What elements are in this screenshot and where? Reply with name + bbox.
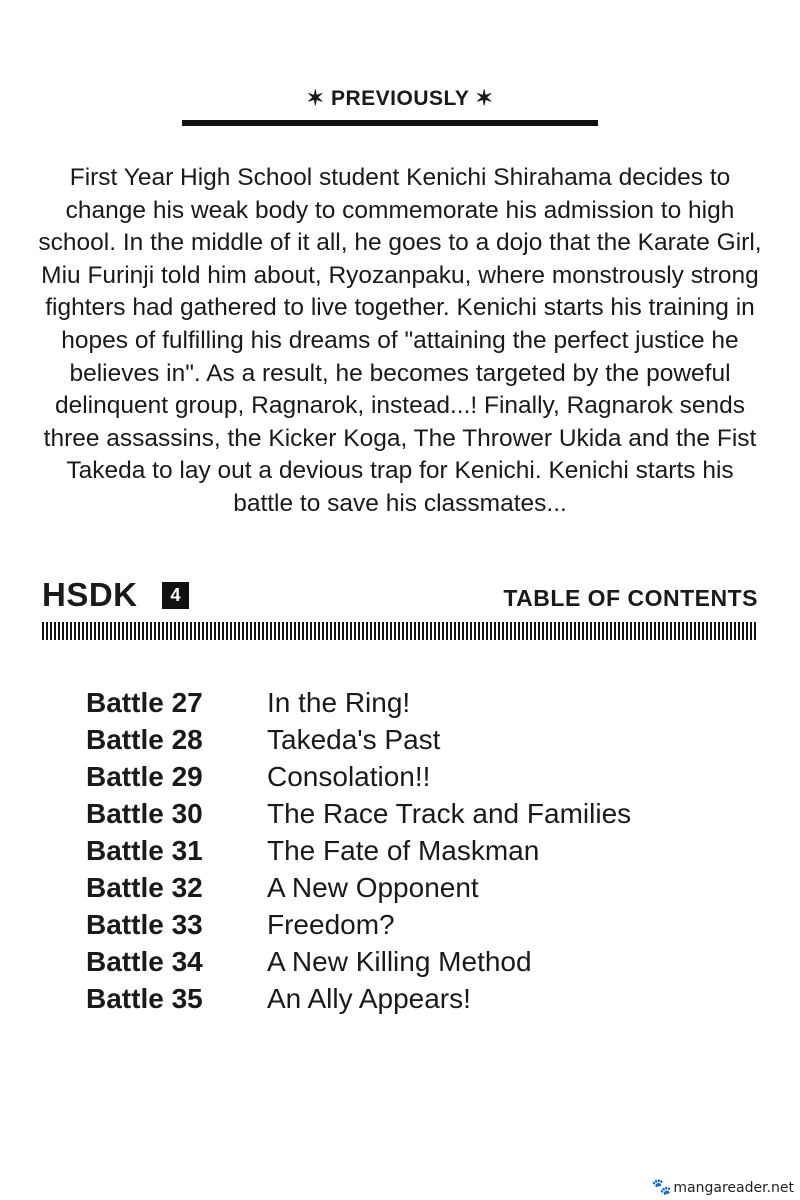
chapter-title: Consolation!!	[267, 761, 431, 792]
battle-number: Battle 35	[86, 983, 203, 1014]
toc-entry	[86, 943, 706, 980]
chapter-title: The Race Track and Families	[267, 798, 632, 829]
paw-icon: 🐾	[651, 1177, 672, 1196]
battle-number: Battle 29	[86, 761, 203, 792]
chapter-title: Takeda's Past	[267, 724, 441, 755]
toc-header	[42, 576, 758, 616]
toc-entry	[86, 795, 706, 832]
toc-entry	[86, 721, 706, 758]
chapter-title: A New Opponent	[267, 872, 479, 903]
barcode-divider	[42, 622, 758, 640]
battle-number: Battle 27	[86, 687, 203, 718]
toc-entry	[86, 684, 706, 721]
series-name: HSDK	[42, 576, 138, 613]
toc-entry	[86, 758, 706, 795]
chapter-title: An Ally Appears!	[267, 983, 471, 1014]
chapter-title: In the Ring!	[267, 687, 411, 718]
battle-number: Battle 33	[86, 909, 203, 940]
watermark	[651, 1177, 794, 1196]
previously-divider	[182, 120, 598, 126]
toc-entry	[86, 832, 706, 869]
toc-entry	[86, 869, 706, 906]
battle-number: Battle 31	[86, 835, 203, 866]
volume-badge: 4	[162, 582, 189, 609]
chapter-title: A New Killing Method	[267, 946, 532, 977]
toc-entry	[86, 906, 706, 943]
battle-number: Battle 32	[86, 872, 203, 903]
toc-title: TABLE OF CONTENTS	[503, 585, 758, 611]
battle-number: Battle 28	[86, 724, 203, 755]
battle-number: Battle 30	[86, 798, 203, 829]
battle-number: Battle 34	[86, 946, 203, 977]
chapter-title: Freedom?	[267, 909, 395, 940]
toc-entry	[86, 980, 706, 1017]
chapter-title: The Fate of Maskman	[267, 835, 540, 866]
previously-header: ✶ PREVIOUSLY ✶	[306, 87, 494, 110]
watermark-text: mangareader.net	[673, 1180, 794, 1196]
toc-list	[86, 684, 706, 1017]
previously-summary: First Year High School student Kenichi Shirahama decides to change his weak body to commemorate his admission to high school. In the middle of it all, he goes to a dojo that the Karate Girl, Miu Furinji told him about, Ryozanpaku, where monstrously strong fighters had gathered to live together. Kenichi starts his training in hopes of fulfilling his dreams of "attaining the perfect justice he believes in". As a result, he becomes targeted by the poweful delinquent group, Ragnarok, instead...! Finally, Ragnarok sends three assassins, the Kicker Koga, The Thrower Ukida and the Fist Takeda to lay out a devious trap for Kenichi. Kenichi starts his battle to save his classmates...	[38, 164, 762, 517]
